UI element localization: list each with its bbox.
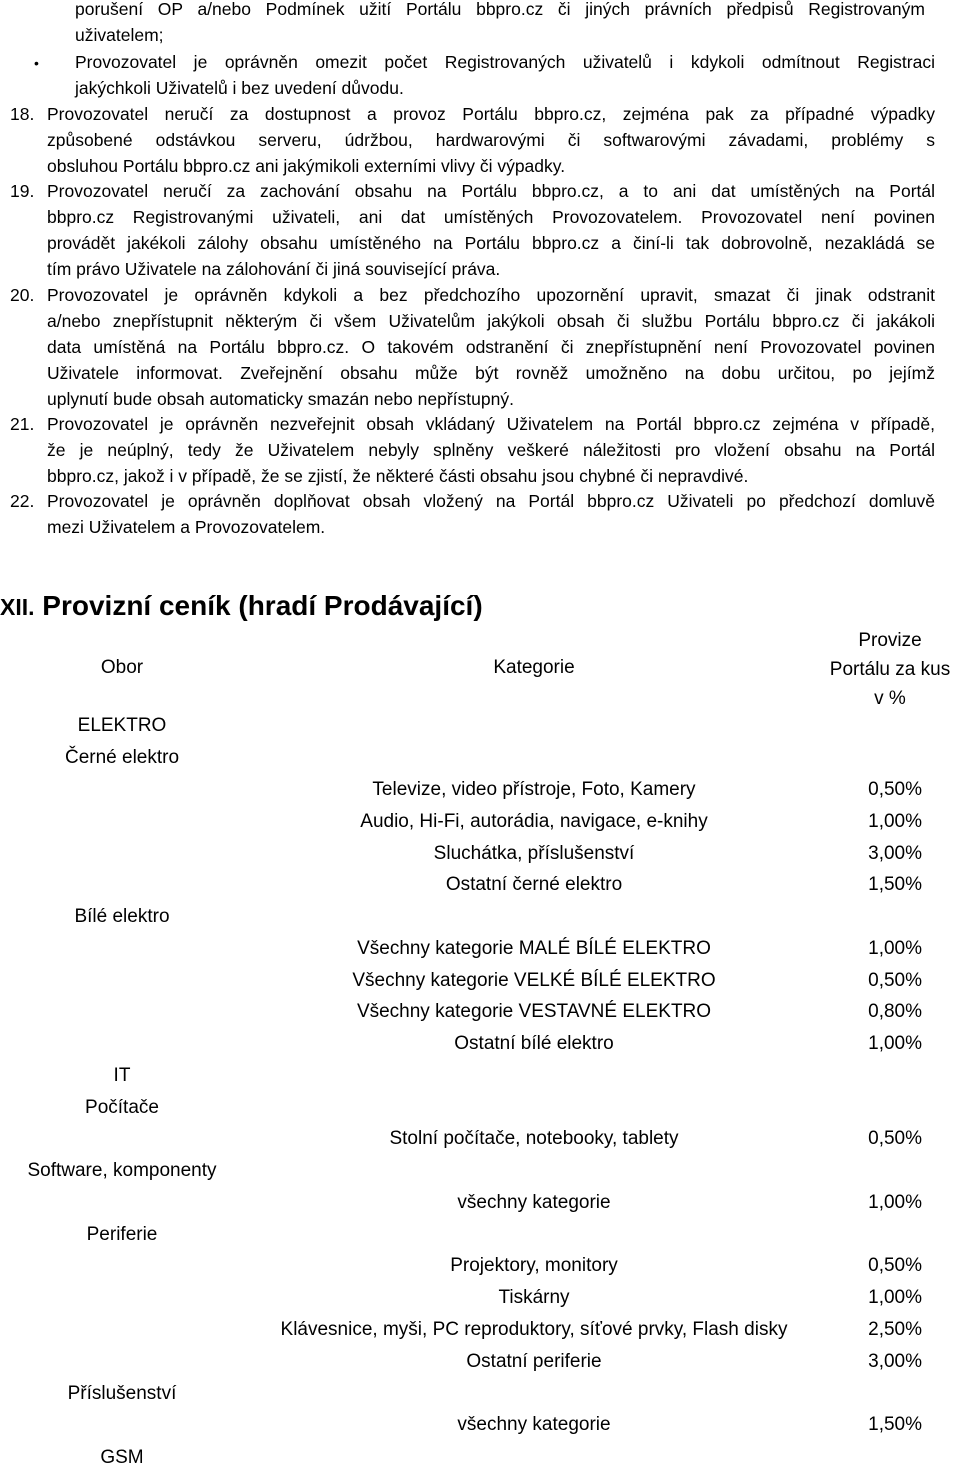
row-kategorie: všechny kategorie bbox=[457, 1414, 611, 1435]
row-provize: 1,00% bbox=[868, 1287, 922, 1308]
group-cerne-elektro: Černé elektro bbox=[64, 747, 180, 768]
row-provize: 0,50% bbox=[868, 779, 922, 800]
row-kategorie: všechny kategorie bbox=[457, 1192, 611, 1213]
item-line: mezi Uživatelem a Provozovatelem. bbox=[47, 517, 326, 537]
item-21-paragraph bbox=[47, 411, 935, 489]
item-line: bbpro.cz Registrovanými uživateli, ani dat umístěných Provozovatelem. Provozovatel není povinen bbox=[47, 207, 935, 227]
item-number: 20. bbox=[10, 285, 35, 305]
row-provize: 0,80% bbox=[868, 1001, 922, 1022]
row-kategorie: Audio, Hi-Fi, autorádia, navigace, e-knihy bbox=[360, 811, 708, 832]
row-provize: 1,00% bbox=[868, 938, 922, 959]
item-line: Provozovatel je oprávněn nezveřejnit obsah vkládaný Uživatelem na Portál bbpro.cz zejména v případě, bbox=[47, 414, 935, 434]
row-provize: 0,50% bbox=[868, 1255, 922, 1276]
header-provize-line: Provize bbox=[858, 630, 922, 651]
header-kategorie: Kategorie bbox=[493, 657, 575, 678]
group-gsm: GSM bbox=[100, 1447, 144, 1468]
row-provize: 1,50% bbox=[868, 874, 922, 895]
item-line: Provozovatel je oprávněn kdykoli a bez předchozího upozornění upravit, smazat či jinak odstranit bbox=[47, 285, 935, 305]
item-line: data umístěná na Portálu bbpro.cz. O takovém odstranění či znepřístupnění není Provozovatel povinen bbox=[47, 337, 935, 357]
group-pocitace: Počítače bbox=[85, 1097, 159, 1118]
bullet-line: Provozovatel je oprávněn omezit počet Registrovaných uživatelů i kdykoli odmítnout Registraci bbox=[75, 52, 935, 72]
section-roman: XII. bbox=[0, 594, 35, 620]
item-number: 22. bbox=[10, 491, 35, 511]
header-provize bbox=[820, 626, 960, 713]
group-bile-elektro: Bílé elektro bbox=[74, 906, 170, 927]
item-19-paragraph bbox=[47, 178, 935, 282]
item-line: uplynutí bude obsah automaticky smazán nebo nepřístupný. bbox=[47, 389, 514, 409]
item-number: 21. bbox=[10, 414, 35, 434]
row-kategorie: Ostatní černé elektro bbox=[445, 874, 623, 895]
row-kategorie: Všechny kategorie MALÉ BÍLÉ ELEKTRO bbox=[357, 938, 711, 959]
item-line: provádět jakékoli zálohy obsahu umístěného na Portálu bbpro.cz a činí-li tak dobrovolně, nezakládá se bbox=[47, 233, 935, 253]
item-22-paragraph bbox=[47, 488, 935, 540]
intro-paragraph bbox=[75, 0, 925, 48]
bullet-paragraph bbox=[75, 49, 935, 101]
row-kategorie: Tiskárny bbox=[498, 1287, 570, 1308]
row-provize: 1,50% bbox=[868, 1414, 922, 1435]
item-line: Provozovatel je oprávněn doplňovat obsah vložený na Portál bbpro.cz Uživateli po předchozí domluvě bbox=[47, 491, 935, 511]
row-provize: 0,50% bbox=[868, 1128, 922, 1149]
group-prislusenstvi: Příslušenství bbox=[67, 1383, 177, 1404]
row-provize: 3,00% bbox=[868, 1351, 922, 1372]
item-line: a/nebo znepřístupnit některým či všem Uživatelům jakýkoli obsah či službu Portálu bbpro.cz či jakákoli bbox=[47, 311, 935, 331]
row-provize: 3,00% bbox=[868, 843, 922, 864]
item-line: způsobené odstávkou serveru, údržbou, hardwarovými či softwarovými závadami, problémy s bbox=[47, 130, 935, 150]
row-kategorie: Projektory, monitory bbox=[450, 1255, 618, 1276]
item-line: že je neúplný, tedy že Uživatelem nebyly splněny veškeré náležitosti pro vložení obsahu na Portál bbox=[47, 440, 935, 460]
item-line: obsluhou Portálu bbpro.cz ani jakýmikoli externími vlivy či výpadky. bbox=[47, 156, 566, 176]
row-kategorie: Všechny kategorie VELKÉ BÍLÉ ELEKTRO bbox=[352, 970, 716, 991]
row-provize: 1,00% bbox=[868, 811, 922, 832]
bullet-icon: • bbox=[34, 55, 39, 71]
item-20-paragraph bbox=[47, 282, 935, 412]
row-kategorie: Ostatní periferie bbox=[466, 1351, 602, 1372]
group-software: Software, komponenty bbox=[27, 1160, 217, 1181]
header-obor: Obor bbox=[100, 657, 144, 678]
intro-line: uživatelem; bbox=[75, 25, 164, 45]
row-kategorie: Klávesnice, myši, PC reproduktory, síťové prvky, Flash disky bbox=[280, 1319, 788, 1340]
row-provize: 0,50% bbox=[868, 970, 922, 991]
row-kategorie: Sluchátka, příslušenství bbox=[433, 843, 635, 864]
row-kategorie: Televize, video přístroje, Foto, Kamery bbox=[372, 779, 696, 800]
section-title: Provizní ceník (hradí Prodávající) bbox=[42, 590, 483, 621]
item-number: 19. bbox=[10, 181, 35, 201]
header-provize-line: v % bbox=[874, 688, 906, 709]
item-line: Provozovatel neručí za zachování obsahu na Portálu bbpro.cz, a to ani dat umístěných na Portál bbox=[47, 181, 935, 201]
item-line: Provozovatel neručí za dostupnost a provoz Portálu bbpro.cz, zejména pak za případné výpadky bbox=[47, 104, 935, 124]
item-18-paragraph bbox=[47, 101, 935, 179]
section-heading bbox=[0, 586, 483, 627]
bullet-line: jakýchkoli Uživatelů i bez uvedení důvodu. bbox=[75, 78, 404, 98]
group-it: IT bbox=[113, 1065, 131, 1086]
row-provize: 1,00% bbox=[868, 1192, 922, 1213]
row-provize: 2,50% bbox=[868, 1319, 922, 1340]
row-kategorie: Stolní počítače, notebooky, tablety bbox=[389, 1128, 679, 1149]
intro-line: porušení OP a/nebo Podmínek užití Portálu bbpro.cz či jiných právních předpisů Registrovaným bbox=[75, 0, 925, 19]
item-line: Uživatele informovat. Zveřejnění obsahu může být rovněž umožněno na dobu určitou, po jejímž bbox=[47, 363, 935, 383]
row-kategorie: Ostatní bílé elektro bbox=[454, 1033, 614, 1054]
row-provize: 1,00% bbox=[868, 1033, 922, 1054]
header-provize-line: Portálu za kus bbox=[829, 659, 951, 680]
item-line: bbpro.cz, jakož i v případě, že se zjistí, že některé části obsahu jsou chybné či nepravdivé. bbox=[47, 466, 749, 486]
row-kategorie: Všechny kategorie VESTAVNÉ ELEKTRO bbox=[356, 1001, 712, 1022]
group-elektro: ELEKTRO bbox=[77, 715, 167, 736]
group-periferie: Periferie bbox=[86, 1224, 158, 1245]
item-number: 18. bbox=[10, 104, 35, 124]
item-line: tím právo Uživatele na zálohování či jiná související práva. bbox=[47, 259, 501, 279]
